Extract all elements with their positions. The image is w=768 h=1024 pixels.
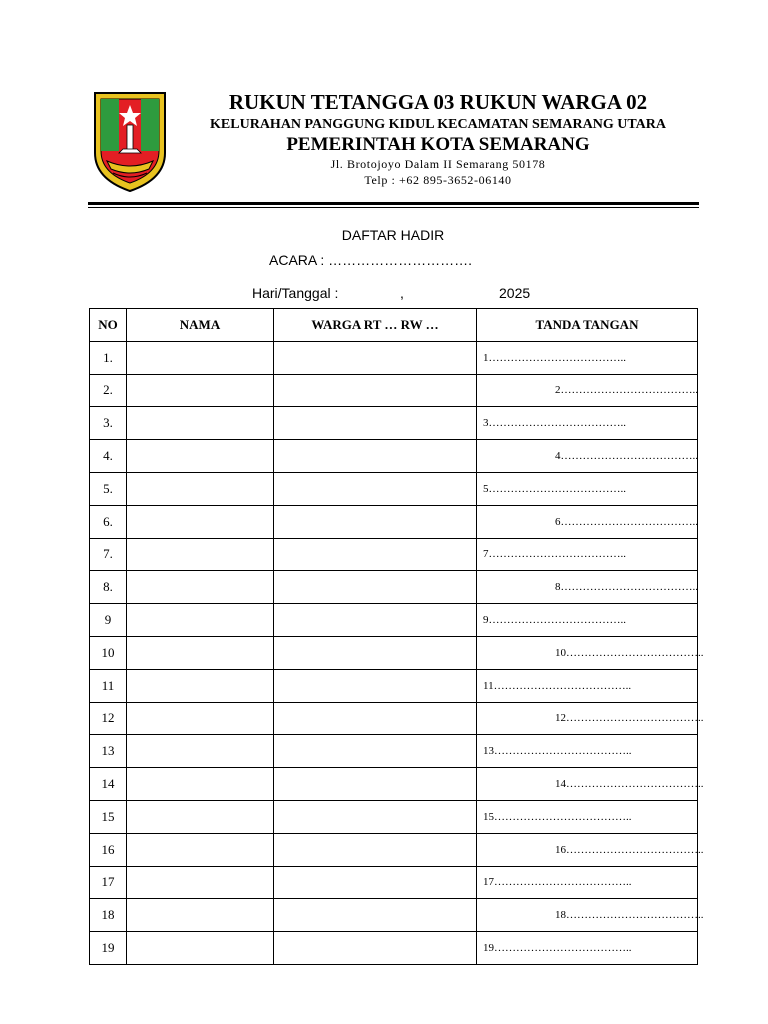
signature-line: 10……………………………….. <box>555 646 704 659</box>
attendance-rows <box>90 341 704 964</box>
nama-cell[interactable] <box>127 932 274 965</box>
signature-cell[interactable] <box>477 833 704 866</box>
header-divider-thin <box>88 207 699 208</box>
table-row <box>90 636 698 669</box>
signature-cell[interactable] <box>477 604 698 637</box>
warga-cell[interactable] <box>274 932 477 965</box>
warga-cell[interactable] <box>274 407 477 440</box>
signature-cell[interactable] <box>477 932 698 965</box>
row-number: 15 <box>90 800 127 833</box>
nama-cell[interactable] <box>127 472 274 505</box>
acara-field: ACARA : …………………………. <box>269 252 473 268</box>
row-number: 5. <box>90 472 127 505</box>
attendance-table <box>89 308 704 965</box>
signature-cell[interactable] <box>477 407 698 440</box>
table-row <box>90 702 698 735</box>
row-number: 16 <box>90 833 127 866</box>
table-row <box>90 866 698 899</box>
table-row <box>90 505 698 538</box>
signature-cell[interactable] <box>477 800 698 833</box>
warga-cell[interactable] <box>274 669 477 702</box>
table-row <box>90 407 698 440</box>
table-row <box>90 440 698 473</box>
nama-cell[interactable] <box>127 374 274 407</box>
date-label: Hari/Tanggal : <box>252 285 339 301</box>
table-row <box>90 538 698 571</box>
signature-cell[interactable] <box>477 899 704 932</box>
signature-line: 2……………………………….. <box>555 384 698 397</box>
signature-cell[interactable] <box>477 472 698 505</box>
nama-cell[interactable] <box>127 768 274 801</box>
nama-cell[interactable] <box>127 505 274 538</box>
row-number: 8. <box>90 571 127 604</box>
signature-line: 1……………………………….. <box>483 351 626 364</box>
warga-cell[interactable] <box>274 472 477 505</box>
table-row <box>90 604 698 637</box>
row-number: 1. <box>90 341 127 374</box>
row-number: 18 <box>90 899 127 932</box>
nama-cell[interactable] <box>127 735 274 768</box>
table-row <box>90 735 698 768</box>
signature-cell[interactable] <box>477 440 698 473</box>
warga-cell[interactable] <box>274 636 477 669</box>
table-row <box>90 932 698 965</box>
date-comma: , <box>400 285 404 301</box>
table-row <box>90 374 698 407</box>
signature-cell[interactable] <box>477 636 704 669</box>
row-number: 11 <box>90 669 127 702</box>
warga-cell[interactable] <box>274 735 477 768</box>
column-header-tanda-tangan: TANDA TANGAN <box>477 309 698 342</box>
column-header-warga: WARGA RT … RW … <box>274 309 477 342</box>
signature-cell[interactable] <box>477 571 698 604</box>
nama-cell[interactable] <box>127 604 274 637</box>
signature-cell[interactable] <box>477 538 698 571</box>
row-number: 2. <box>90 374 127 407</box>
form-title: DAFTAR HADIR <box>341 227 445 243</box>
row-number: 4. <box>90 440 127 473</box>
signature-line: 17……………………………….. <box>483 876 632 889</box>
table-row <box>90 669 698 702</box>
row-number: 7. <box>90 538 127 571</box>
nama-cell[interactable] <box>127 440 274 473</box>
header-address: Jl. Brotojoyo Dalam II Semarang 50178 <box>330 157 546 171</box>
signature-line: 15……………………………….. <box>483 810 632 823</box>
table-row <box>90 472 698 505</box>
signature-cell[interactable] <box>477 505 698 538</box>
table-row <box>90 341 698 374</box>
header-government: PEMERINTAH KOTA SEMARANG <box>286 134 590 155</box>
warga-cell[interactable] <box>274 571 477 604</box>
row-number: 17 <box>90 866 127 899</box>
warga-cell[interactable] <box>274 341 477 374</box>
signature-line: 4……………………………….. <box>555 450 698 463</box>
warga-cell[interactable] <box>274 833 477 866</box>
table-row <box>90 800 698 833</box>
signature-line: 12……………………………….. <box>555 712 704 725</box>
signature-cell[interactable] <box>477 669 698 702</box>
header-phone: Telp : +62 895-3652-06140 <box>364 173 512 187</box>
signature-line: 3……………………………….. <box>483 417 626 430</box>
signature-line: 18……………………………….. <box>555 909 704 922</box>
signature-cell[interactable] <box>477 702 704 735</box>
warga-cell[interactable] <box>274 374 477 407</box>
nama-cell[interactable] <box>127 636 274 669</box>
signature-line: 7……………………………….. <box>483 548 626 561</box>
nama-cell[interactable] <box>127 669 274 702</box>
nama-cell[interactable] <box>127 341 274 374</box>
row-number: 19 <box>90 932 127 965</box>
warga-cell[interactable] <box>274 866 477 899</box>
table-row <box>90 899 698 932</box>
signature-line: 11……………………………….. <box>483 679 632 692</box>
warga-cell[interactable] <box>274 440 477 473</box>
row-number: 12 <box>90 702 127 735</box>
nama-cell[interactable] <box>127 866 274 899</box>
signature-cell[interactable] <box>477 374 698 407</box>
header-title: RUKUN TETANGGA 03 RUKUN WARGA 02 <box>228 90 648 114</box>
signature-cell[interactable] <box>477 341 698 374</box>
signature-cell[interactable] <box>477 866 698 899</box>
signature-cell[interactable] <box>477 768 704 801</box>
row-number: 6. <box>90 505 127 538</box>
signature-line: 5……………………………….. <box>483 482 626 495</box>
nama-cell[interactable] <box>127 407 274 440</box>
row-number: 10 <box>90 636 127 669</box>
date-year: 2025 <box>499 285 531 301</box>
nama-cell[interactable] <box>127 800 274 833</box>
column-header-no: NO <box>90 309 127 342</box>
nama-cell[interactable] <box>127 702 274 735</box>
table-row <box>90 571 698 604</box>
semarang-city-emblem-icon <box>93 91 167 193</box>
row-number: 13 <box>90 735 127 768</box>
signature-cell[interactable] <box>477 735 698 768</box>
nama-cell[interactable] <box>127 833 274 866</box>
warga-cell[interactable] <box>274 505 477 538</box>
row-number: 14 <box>90 768 127 801</box>
table-row <box>90 768 698 801</box>
signature-line: 6……………………………….. <box>555 515 698 528</box>
header-subtitle: KELURAHAN PANGGUNG KIDUL KECAMATAN SEMARANG UTARA <box>210 117 666 132</box>
signature-line: 14……………………………….. <box>555 778 704 791</box>
row-number: 9 <box>90 604 127 637</box>
column-header-nama: NAMA <box>127 309 274 342</box>
signature-line: 8……………………………….. <box>555 581 698 594</box>
header-divider-thick <box>88 202 699 205</box>
table-header-row <box>90 309 698 342</box>
warga-cell[interactable] <box>274 899 477 932</box>
warga-cell[interactable] <box>274 538 477 571</box>
warga-cell[interactable] <box>274 800 477 833</box>
nama-cell[interactable] <box>127 571 274 604</box>
signature-line: 16……………………………….. <box>555 843 704 856</box>
nama-cell[interactable] <box>127 538 274 571</box>
warga-cell[interactable] <box>274 604 477 637</box>
signature-line: 13……………………………….. <box>483 745 632 758</box>
signature-line: 9……………………………….. <box>483 614 626 627</box>
warga-cell[interactable] <box>274 702 477 735</box>
warga-cell[interactable] <box>274 768 477 801</box>
signature-line: 19……………………………….. <box>483 942 632 955</box>
nama-cell[interactable] <box>127 899 274 932</box>
row-number: 3. <box>90 407 127 440</box>
table-row <box>90 833 698 866</box>
